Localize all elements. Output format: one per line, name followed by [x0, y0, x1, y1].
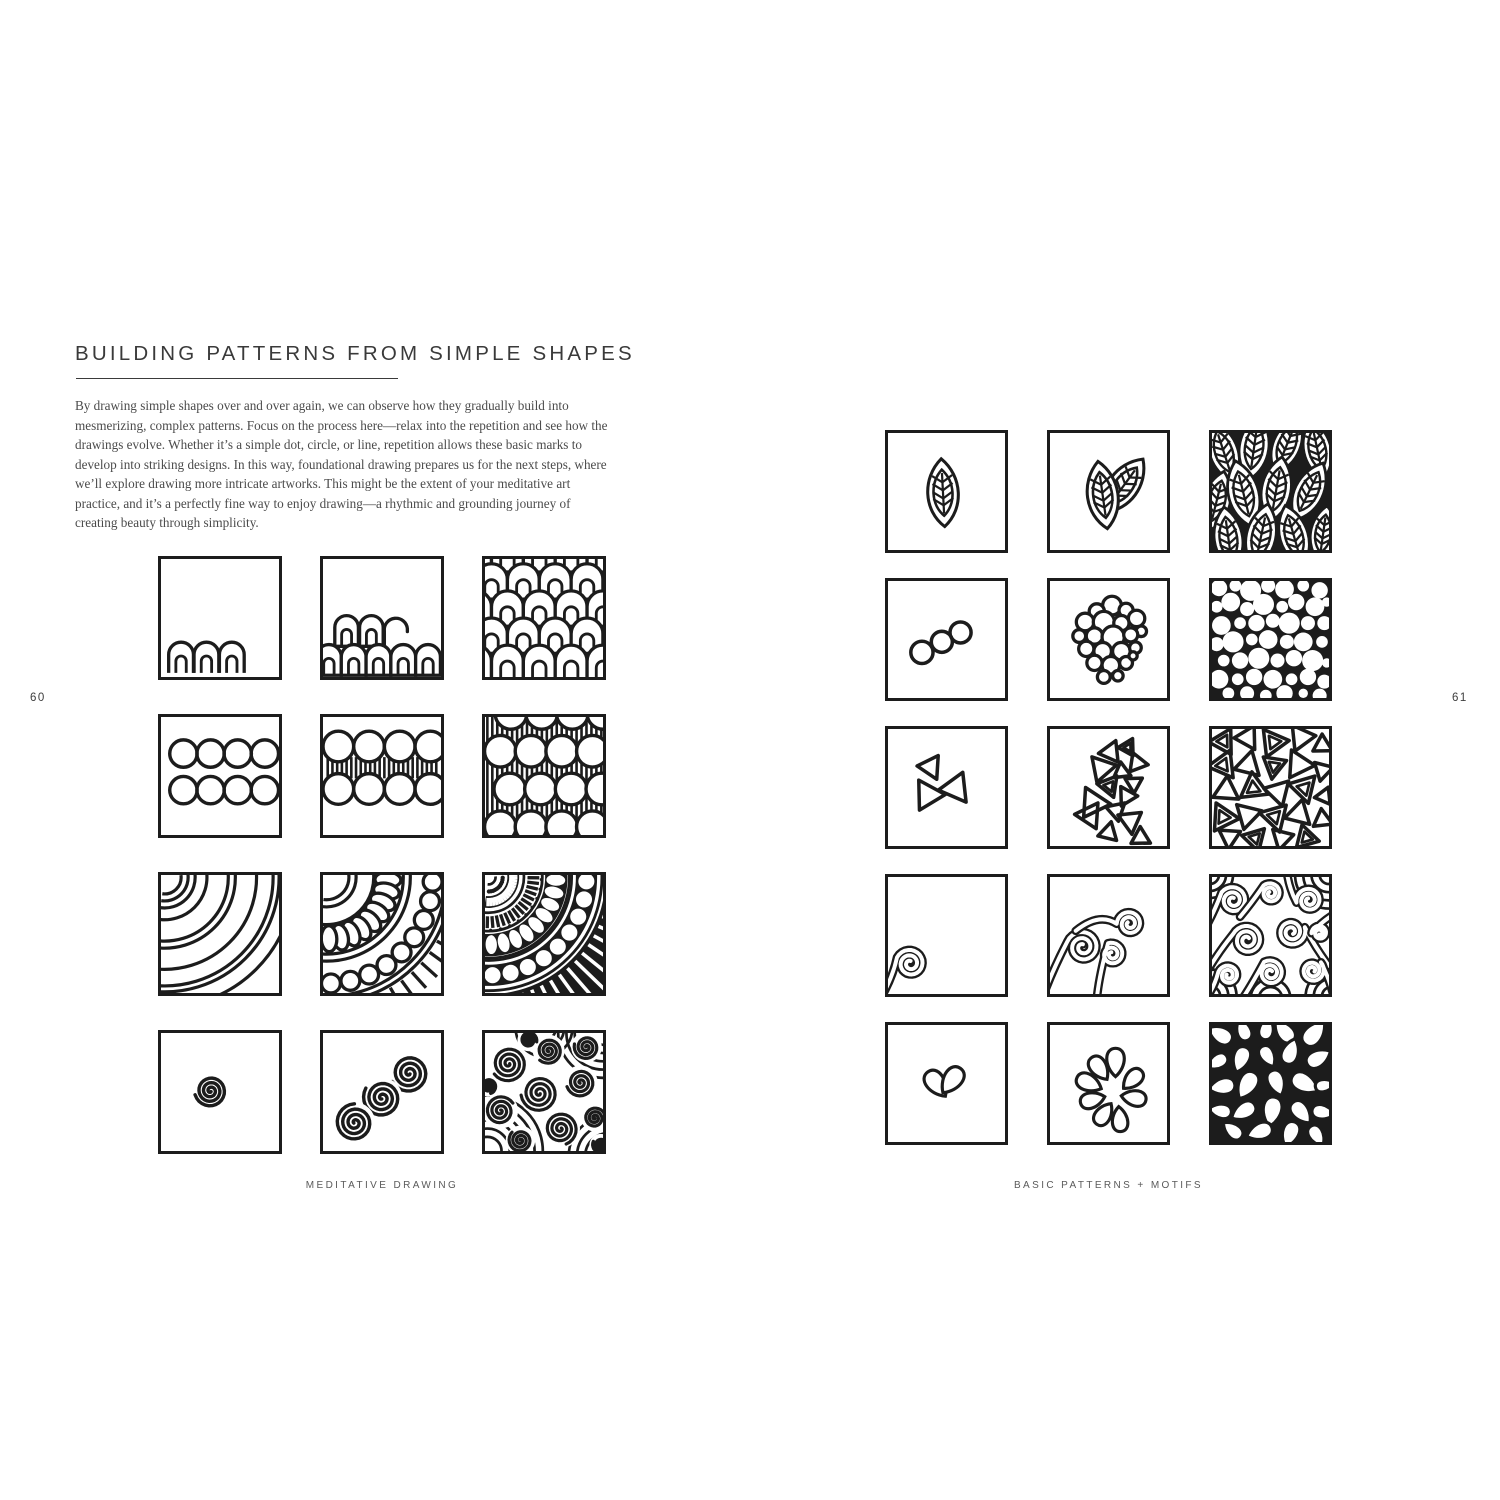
pattern-pebbles-full: [1209, 578, 1332, 701]
leaf-seed-drawing: [888, 433, 1005, 550]
triangles-seed-drawing: [888, 729, 1005, 846]
curls-seed-drawing: [888, 877, 1005, 994]
pattern-spiral-seed: [158, 1030, 282, 1154]
drops-grow-drawing: [1050, 1025, 1167, 1142]
pattern-curls-seed: [885, 874, 1008, 997]
pattern-mandala-seed: [158, 872, 282, 996]
pattern-arches-full: [482, 556, 606, 680]
curls-grow-drawing: [1050, 877, 1167, 994]
pattern-pebbles-seed: [885, 578, 1008, 701]
curls-full-drawing: [1212, 877, 1329, 994]
pattern-leaf-grow: [1047, 430, 1170, 553]
pattern-spiral-grow: [320, 1030, 444, 1154]
pattern-drops-full: [1209, 1022, 1332, 1145]
pattern-spiral-full: [482, 1030, 606, 1154]
pebbles-grow-drawing: [1050, 581, 1167, 698]
pattern-circles-full: [482, 714, 606, 838]
circles-seed-drawing: [161, 717, 279, 835]
pattern-triangles-full: [1209, 726, 1332, 849]
pattern-mandala-grow: [320, 872, 444, 996]
pattern-mandala-full: [482, 872, 606, 996]
pattern-leaf-full: [1209, 430, 1332, 553]
spiral-seed-drawing: [161, 1033, 279, 1151]
pattern-arches-grow: [320, 556, 444, 680]
pattern-curls-full: [1209, 874, 1332, 997]
leaf-full-drawing: [1212, 433, 1329, 550]
running-footer-right: BASIC PATTERNS + MOTIFS: [1013, 1180, 1203, 1191]
mandala-seed-drawing: [161, 875, 279, 993]
pattern-circles-grow: [320, 714, 444, 838]
drops-seed-drawing: [888, 1025, 1005, 1142]
intro-paragraph: By drawing simple shapes over and over again, we can observe how they gradually build into mesmerizing, complex patterns. Focus on the process here—relax into the repetition and see how the drawings evolve. Whether it’s a simple dot, circle, or line, repetition allows these basic marks to develop into striking designs. In this way, foundational drawing prepares us for the next steps, where we’ll explore drawing more intricate artworks. This might be the extent of your meditative art practice, and it’s a perfectly fine way to enjoy drawing—a rhythmic and grounding journey of creating beauty through simplicity.: [75, 398, 608, 530]
pattern-arches-seed: [158, 556, 282, 680]
pattern-grid-left: [158, 556, 606, 1154]
spiral-full-drawing: [485, 1033, 603, 1151]
pattern-drops-grow: [1047, 1022, 1170, 1145]
circles-grow-drawing: [323, 717, 441, 835]
arches-seed-drawing: [161, 559, 279, 677]
pattern-triangles-grow: [1047, 726, 1170, 849]
pebbles-full-drawing: [1212, 581, 1329, 698]
pattern-curls-grow: [1047, 874, 1170, 997]
page-title: BUILDING PATTERNS FROM SIMPLE SHAPES: [75, 342, 635, 365]
pattern-grid-right: [885, 430, 1332, 1145]
page-number-right: 61: [1452, 692, 1468, 704]
page-number-left: 60: [30, 692, 46, 704]
mandala-grow-drawing: [323, 875, 441, 993]
title-underline: [76, 378, 398, 379]
pattern-drops-seed: [885, 1022, 1008, 1145]
pebbles-seed-drawing: [888, 581, 1005, 698]
drops-full-drawing: [1212, 1025, 1329, 1142]
triangles-full-drawing: [1212, 729, 1329, 846]
pattern-circles-seed: [158, 714, 282, 838]
pattern-triangles-seed: [885, 726, 1008, 849]
arches-full-drawing: [485, 559, 603, 677]
spiral-grow-drawing: [323, 1033, 441, 1151]
arches-grow-drawing: [323, 559, 441, 677]
triangles-grow-drawing: [1050, 729, 1167, 846]
mandala-full-drawing: [485, 875, 603, 993]
running-footer-left: MEDITATIVE DRAWING: [305, 1180, 459, 1191]
circles-full-drawing: [485, 717, 603, 835]
pattern-leaf-seed: [885, 430, 1008, 553]
pattern-pebbles-grow: [1047, 578, 1170, 701]
leaf-grow-drawing: [1050, 433, 1167, 550]
